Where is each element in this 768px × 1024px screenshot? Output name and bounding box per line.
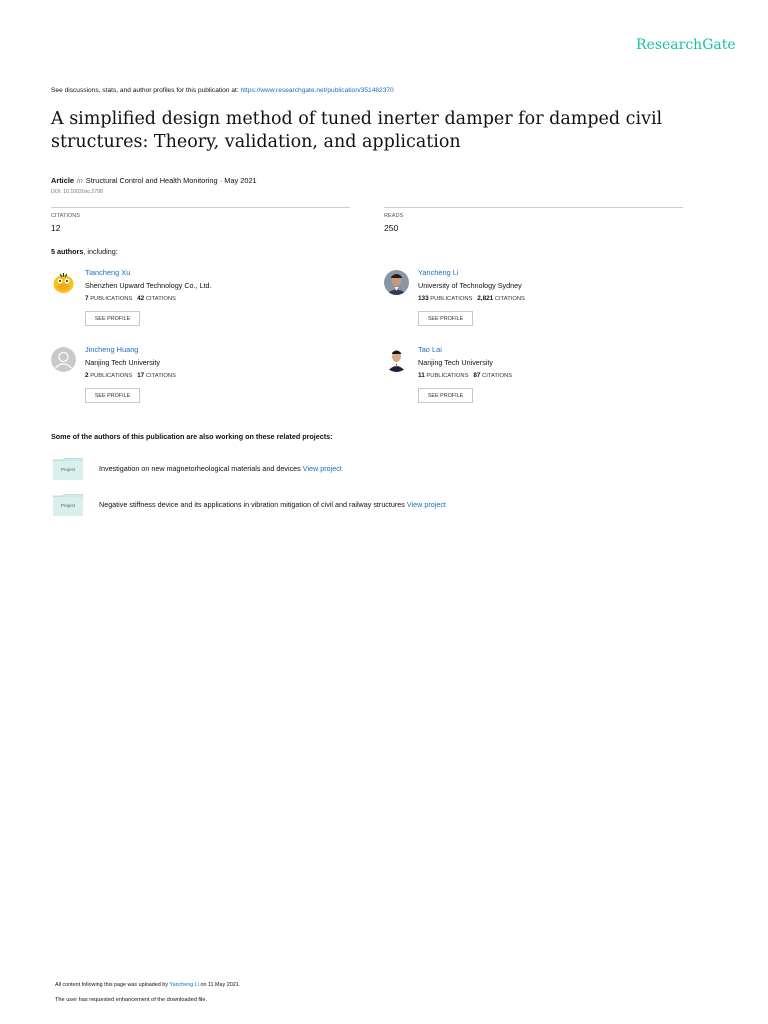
author-citations-count: 2,821 bbox=[477, 295, 494, 302]
reads-label: READS bbox=[384, 213, 404, 219]
in-label: in bbox=[77, 176, 83, 185]
author-affiliation: Shenzhen Upward Technology Co., Ltd. bbox=[85, 281, 212, 290]
uploader-link[interactable]: Yancheng Li bbox=[169, 982, 199, 988]
author-name-link[interactable]: Jincheng Huang bbox=[85, 345, 139, 354]
project-folder-label: Project bbox=[60, 467, 76, 472]
author-name-link[interactable]: Tao Lai bbox=[418, 345, 442, 354]
see-profile-button[interactable]: SEE PROFILE bbox=[85, 311, 140, 326]
reads-divider bbox=[384, 207, 683, 208]
citations-divider bbox=[51, 207, 350, 208]
photo-avatar-icon[interactable] bbox=[384, 270, 409, 295]
upload-note bbox=[55, 982, 240, 988]
citations-label: CITATIONS bbox=[51, 213, 81, 219]
cartoon-duck-avatar-icon[interactable] bbox=[51, 270, 76, 295]
citations-value: 12 bbox=[51, 223, 61, 233]
author-stats bbox=[85, 295, 176, 302]
author-stats bbox=[418, 295, 525, 302]
author-citations-count: 42 bbox=[137, 295, 145, 302]
see-profile-button[interactable]: SEE PROFILE bbox=[85, 388, 140, 403]
authors-suffix: , including: bbox=[83, 247, 118, 256]
author-stats bbox=[85, 372, 176, 379]
project-title bbox=[99, 464, 342, 473]
author-publications-count: 133 bbox=[418, 295, 429, 302]
publications-label: PUBLICATIONS bbox=[90, 373, 133, 379]
view-project-link[interactable]: View project bbox=[406, 500, 446, 509]
project-title bbox=[99, 500, 446, 509]
publication-meta bbox=[51, 176, 257, 185]
project-name: Investigation on new magnetorheological materials and devices bbox=[99, 464, 303, 473]
citations-label: CITATIONS bbox=[145, 373, 176, 379]
journal-name: Structural Control and Health Monitoring · May 2021 bbox=[85, 176, 257, 185]
publication-url-link[interactable]: https://www.researchgate.net/publication/351482370 bbox=[240, 87, 394, 94]
author-affiliation: University of Technology Sydney bbox=[418, 281, 522, 290]
project-folder-label: Project bbox=[60, 503, 76, 508]
see-profile-button[interactable]: SEE PROFILE bbox=[418, 388, 473, 403]
see-profile-button[interactable]: SEE PROFILE bbox=[418, 311, 473, 326]
publications-label: PUBLICATIONS bbox=[90, 296, 133, 302]
project-name: Negative stiffness device and its applications in vibration mitigation of civil and railway structures bbox=[99, 500, 407, 509]
author-name-link[interactable]: Tiancheng Xu bbox=[85, 268, 131, 277]
publications-label: PUBLICATIONS bbox=[430, 296, 473, 302]
photo-avatar-icon[interactable] bbox=[384, 347, 409, 372]
author-publications-count: 7 bbox=[85, 295, 89, 302]
view-project-link[interactable]: View project bbox=[302, 464, 342, 473]
related-projects-heading: Some of the authors of this publication are also working on these related projects: bbox=[51, 432, 333, 441]
publications-label: PUBLICATIONS bbox=[426, 373, 469, 379]
upload-suffix: on 11 May 2021. bbox=[198, 982, 241, 988]
article-type: Article bbox=[51, 176, 75, 185]
upload-prefix: All content following this page was uploaded by bbox=[55, 982, 170, 988]
publication-title: A simplified design method of tuned inerter damper for damped civil structures: Theory, validation, and application bbox=[51, 109, 663, 152]
author-stats bbox=[418, 372, 512, 379]
author-citations-count: 17 bbox=[137, 372, 145, 379]
project-folder-icon bbox=[53, 494, 83, 516]
project-folder-icon bbox=[53, 458, 83, 480]
default-user-avatar-icon[interactable] bbox=[51, 347, 76, 372]
citations-label: CITATIONS bbox=[145, 296, 176, 302]
doi: DOI: 10.1002/stc.2798 bbox=[51, 189, 103, 195]
author-citations-count: 87 bbox=[473, 372, 481, 379]
reads-value: 250 bbox=[384, 223, 399, 233]
authors-count: 5 authors bbox=[51, 247, 84, 256]
see-discussions-line bbox=[51, 87, 394, 94]
researchgate-logo[interactable]: ResearchGate bbox=[636, 37, 736, 53]
author-affiliation: Nanjing Tech University bbox=[418, 358, 493, 367]
author-affiliation: Nanjing Tech University bbox=[85, 358, 160, 367]
citations-label: CITATIONS bbox=[494, 296, 525, 302]
author-name-link[interactable]: Yancheng Li bbox=[418, 268, 459, 277]
author-publications-count: 2 bbox=[85, 372, 89, 379]
citations-label: CITATIONS bbox=[482, 373, 513, 379]
author-publications-count: 11 bbox=[418, 372, 425, 379]
enhancement-note: The user has requested enhancement of the downloaded file. bbox=[55, 997, 208, 1003]
see-discussions-text: See discussions, stats, and author profiles for this publication at: bbox=[51, 87, 241, 94]
authors-heading bbox=[51, 247, 118, 256]
